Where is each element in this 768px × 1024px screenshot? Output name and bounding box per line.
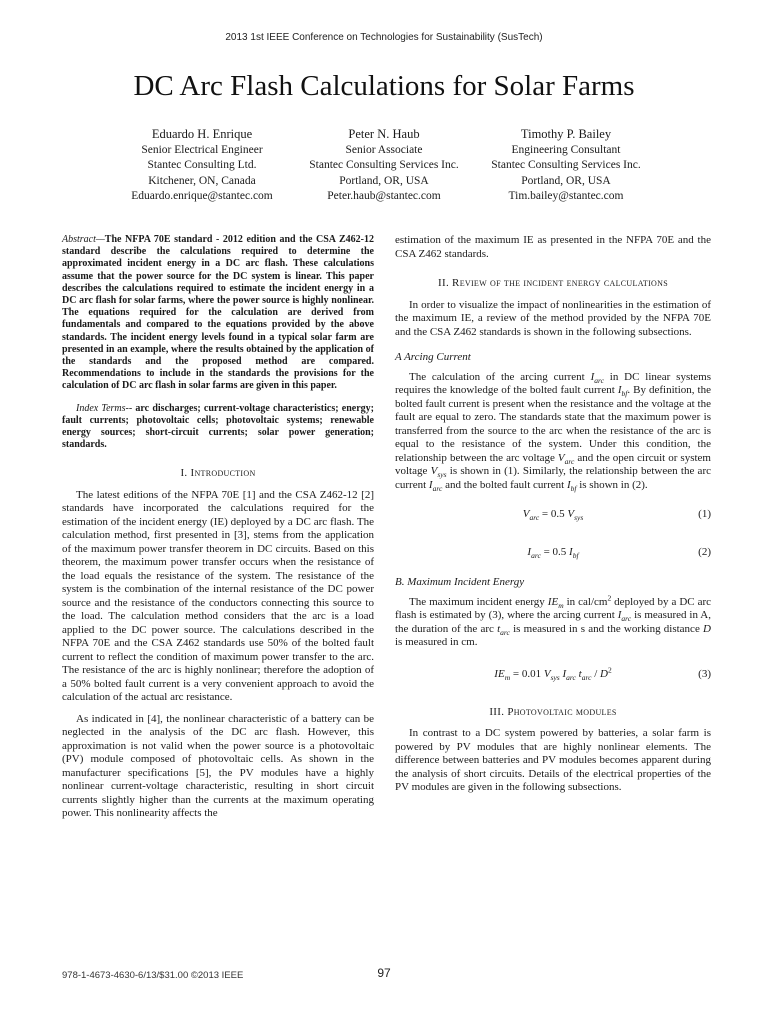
left-column — [62, 234, 374, 821]
var-subscript: arc — [564, 456, 575, 466]
var-varc — [558, 452, 574, 464]
equation-expression — [395, 546, 711, 560]
author-location: Kitchener, ON, Canada — [148, 174, 256, 187]
var-tarc — [497, 623, 510, 635]
author-role: Engineering Consultant — [511, 143, 621, 156]
var-iarc — [429, 479, 442, 491]
eq-symbol: I — [569, 546, 573, 558]
author-email: Tim.bailey@stantec.com — [508, 190, 624, 202]
text-run: in cal/cm — [563, 595, 608, 608]
text-run: and the bolted fault current — [442, 478, 567, 491]
var-superscript: 2 — [607, 592, 612, 602]
var-iarc — [617, 609, 632, 624]
var-symbol: V — [430, 465, 438, 477]
text-run: and the open circuit or system voltage — [395, 451, 711, 477]
eq-subscript: arc — [566, 672, 576, 682]
var-ibf — [617, 384, 628, 399]
pv-paragraph: In contrast to a DC system powered by batteries, a solar farm is powered by PV modules that are highly nonlinear elements. The difference between batteries and PV modules becomes apparent during the analysis of short circuits. Details of the electrical properties of the PV modules are given in the following subsections. — [395, 727, 711, 793]
equation-2 — [395, 546, 711, 562]
author-org: Stantec Consulting Services Inc. — [309, 159, 459, 171]
text-run: The maximum incident energy — [409, 595, 548, 608]
equation-1 — [395, 508, 711, 524]
eq-subscript: sys — [550, 672, 560, 682]
author-location: Portland, OR, USA — [339, 174, 429, 187]
equation-expression — [395, 664, 711, 682]
eq-symbol: I — [562, 667, 567, 680]
author-location: Portland, OR, USA — [521, 174, 611, 187]
var-symbol: IE — [547, 595, 559, 608]
author-role: Senior Associate — [345, 143, 423, 156]
abstract-lead: Abstract— — [62, 234, 105, 245]
eq-operator: / — [591, 667, 600, 680]
arcing-paragraph — [395, 371, 711, 493]
eq-subscript: m — [504, 672, 511, 682]
author-block-3 — [466, 127, 666, 205]
right-column — [395, 234, 711, 795]
var-subscript: arc — [500, 627, 510, 637]
eq-subscript: sys — [574, 513, 584, 523]
eq-subscript: arc — [529, 513, 540, 523]
var-symbol: I — [617, 609, 622, 621]
intro-paragraph-2: As indicated in [4], the nonlinear characteristic of a battery can be neglected in the analysis of the DC arc flash. However, this approximation is not valid when the power source is a photovoltaic (PV) module composed of photovoltaic cells. As shown in the manufacturer specifications [5], the PV modules have a highly nonlinear current-voltage characteristic, resulting in short circuit currents slightly higher than the currents at the maximum operating power. This nonlinearity affects the — [62, 712, 374, 820]
abstract-text: The NFPA 70E standard - 2012 edition and the CSA Z462-12 standard describe the calculations required to determine the approximated incident energy in a DC arc flash. These calculations assume that the power source for the DC system is linear. This paper describes the calculations required to estimate the incident energy in a DC arc flash for solar farms, where the power source is highly nonlinear. The equations required for the calculation are derived from fundamentals and compared to the equations provided by the above standards. The incident energy levels found in a typical solar farm are presented in an example, where the results obtained by the application of the standards and the proposed method are compared. Recommendations to include in the standards the provisions for the calculation of DC arc flash in solar farms are given in this paper. — [62, 234, 374, 392]
eq-operator: = 0.5 — [540, 546, 570, 558]
var-symbol: I — [428, 478, 433, 491]
author-org: Stantec Consulting Services Inc. — [491, 159, 641, 171]
review-paragraph: In order to visualize the impact of nonlinearities in the estimation of the maximum IE, a review of the method provided by the NFPA 70E and the CSA Z462 standards is shown in the following subsections. — [395, 298, 711, 338]
author-block-2 — [284, 127, 484, 205]
copyright-notice: 978-1-4673-4630-6/13/$31.00 ©2013 IEEE — [62, 970, 244, 981]
eq-symbol: t — [578, 667, 582, 680]
text-run: is shown in (1). Similarly, the relationship between the arc current — [395, 465, 711, 491]
equation-3 — [395, 664, 711, 684]
equation-number: (1) — [698, 508, 711, 520]
continued-paragraph: estimation of the maximum IE as presented in the NFPA 70E and the CSA Z462 standards. — [395, 234, 711, 260]
eq-operator: = 0.5 — [539, 508, 568, 520]
var-vsys — [430, 465, 447, 480]
max-energy-paragraph — [395, 592, 712, 650]
var-iem — [548, 596, 564, 608]
text-run: is shown in (2). — [576, 478, 648, 491]
var-symbol: t — [497, 622, 501, 635]
text-run: deployed by a DC arc flash is estimated by (3), where the arcing current — [395, 595, 712, 621]
var-subscript: bf — [570, 483, 577, 493]
eq-symbol: D — [600, 667, 608, 680]
author-email: Peter.haub@stantec.com — [327, 190, 441, 202]
author-block-1 — [102, 127, 302, 205]
eq-symbol: I — [527, 546, 532, 558]
var-symbol: V — [557, 451, 565, 464]
section-heading-introduction: I. Introduction — [180, 467, 256, 480]
conference-header: 2013 1st IEEE Conference on Technologies for Sustainability (SusTech) — [225, 32, 543, 43]
var-symbol: I — [566, 478, 571, 491]
var-symbol: I — [590, 370, 595, 383]
eq-symbol: IE — [494, 667, 505, 680]
author-role: Senior Electrical Engineer — [141, 143, 263, 156]
eq-subscript: arc — [581, 672, 592, 682]
eq-operator: = 0.01 — [510, 667, 544, 680]
equation-number: (3) — [698, 667, 711, 680]
index-terms — [62, 403, 374, 452]
var-subscript: sys — [437, 470, 447, 480]
subsection-heading-arcing-current: A Arcing Current — [395, 351, 471, 363]
text-run: The calculation of the arcing current — [409, 370, 591, 383]
page-number: 97 — [377, 966, 391, 980]
eq-symbol: V — [543, 667, 551, 680]
equation-expression — [395, 508, 711, 522]
author-org: Stantec Consulting Ltd. — [147, 159, 257, 171]
equation-number: (2) — [698, 546, 711, 558]
eq-superscript: 2 — [607, 664, 612, 674]
author-name: Peter N. Haub — [348, 127, 420, 141]
eq-symbol: V — [567, 508, 575, 520]
abstract — [62, 234, 374, 393]
text-run: in DC linear systems requires the knowledge of the bolted fault current — [395, 370, 711, 396]
text-run: is measured in s and the working distance — [509, 622, 704, 635]
var-iarc — [591, 371, 604, 383]
author-name: Eduardo H. Enrique — [151, 127, 253, 141]
text-run: is measured in cm. — [395, 636, 478, 648]
author-email: Eduardo.enrique@stantec.com — [131, 190, 273, 202]
var-symbol: I — [617, 384, 622, 396]
section-heading-review: II. Review of the incident energy calculations — [438, 277, 668, 289]
index-terms-lead: Index Terms-- — [76, 402, 133, 414]
author-name: Timothy P. Bailey — [520, 127, 612, 141]
var-subscript: arc — [621, 614, 632, 624]
text-run: is measured in A, the duration of the arc — [395, 609, 711, 635]
section-heading-pv-modules: III. Photovoltaic modules — [489, 705, 617, 718]
eq-subscript: bf — [572, 551, 579, 561]
subsection-heading-max-incident-energy: B. Maximum Incident Energy — [395, 576, 525, 588]
intro-paragraph-1: The latest editions of the NFPA 70E [1] and the CSA Z462-12 [2] standards have incorporated the calculations required for the estimation of the incident energy (IE) deployed by a DC arc flash. The calculation method, first presented in [3], stems from the application of the maximum power transfer theorem in DC circuits. Based on this theorem, the maximum power transfer occurs when the resistance of the load equals the resistance of the system. The resistance of the system is the combination of the internal resistance of the DC power source and the resistance of the conductors connecting this source to the load. The calculation method considers that the arc is a load applied to the DC power source. The calculations described in the NFPA 70E and the CSA Z462 standards use 50% of the bolted fault current to reflect the condition of maximum power transfer to the arc. The resistance of the arc is highly nonlinear; therefore the adoption of a 50% bolted fault current is a very convenient approach to avoid the calculation of the actual arc resistance. — [62, 488, 374, 704]
eq-subscript: arc — [531, 551, 541, 561]
paper-title: DC Arc Flash Calculations for Solar Farms — [133, 70, 635, 102]
var-subscript: arc — [594, 375, 604, 385]
eq-symbol: V — [522, 508, 530, 520]
index-terms-text: arc discharges; current-voltage characteristics; energy; fault currents; photovoltaic cells; photovoltaic systems; renewable energy sources; short-circuit currents; solar power generation; standards. — [62, 402, 374, 451]
var-subscript: m — [558, 600, 564, 610]
var-subscript: arc — [432, 483, 443, 493]
text-run: . By definition, the bolted fault current is present when the resistance and the voltage at the fault are equal to zero. The standards state that the maximum power is transferred from the source to the arc when the resistance of the arc is equal to the resistance of the system. Under this condition, the relationship between the arc voltage — [395, 384, 711, 464]
var-d: D — [703, 622, 711, 635]
var-subscript: bf — [621, 389, 628, 399]
